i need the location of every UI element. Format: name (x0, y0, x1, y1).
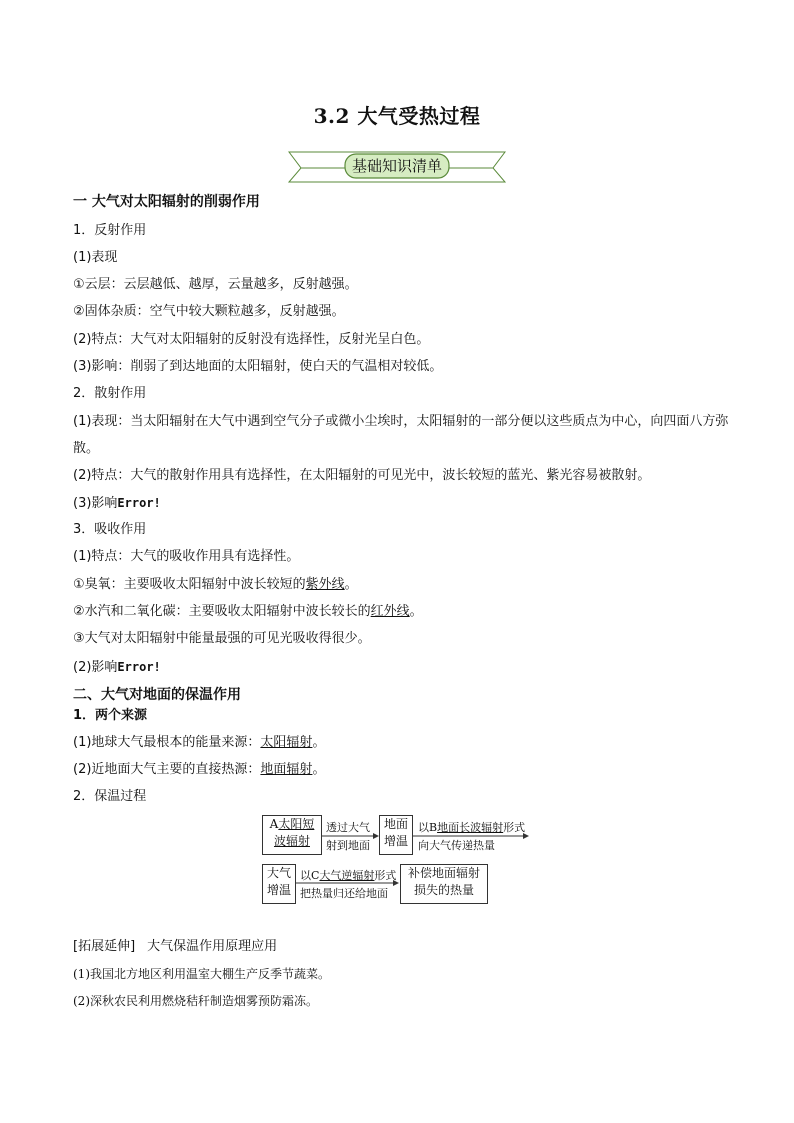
sources-p2 (73, 761, 325, 779)
scatter-p1: (1)表现：当太阳辐射在大气中遇到空气分子或微小尘埃时，太阳辐射的一部分便以这些质点为中心，向四面八方弥散。 (73, 414, 729, 456)
arrow2-top: 以B地面长波辐射形式 (418, 821, 526, 834)
reflect-label: 1．反射作用 (73, 223, 147, 238)
sources-p2-post: 。 (312, 762, 326, 777)
arrow3-bottom: 把热量归还给地面 (300, 887, 388, 900)
insulation-process-diagram (258, 810, 548, 910)
absorb-p1c: ③大气对太阳辐射中能量最强的可见光吸收得很少。 (73, 631, 371, 646)
sources-p1-pre: (1)地球大气最根本的能量来源： (73, 735, 261, 750)
absorb-p1a-post: 。 (344, 577, 358, 592)
box-solar-line2: 波辐射 (273, 834, 310, 848)
absorb-p1a-pre: ①臭氧：主要吸收太阳辐射中波长较短的 (73, 577, 306, 592)
absorb-p1a-underline: 紫外线 (305, 577, 345, 592)
box-solar-radiation (262, 815, 322, 855)
arrow1-bottom: 射到地面 (326, 839, 370, 852)
absorb-p1: (1)特点：大气的吸收作用具有选择性。 (73, 549, 300, 564)
absorb-p1b-pre: ②水汽和二氧化碳：主要吸收太阳辐射中波长较长的 (73, 604, 371, 619)
extension-title: 大气保温作用原理应用 (147, 939, 278, 954)
sources-label: 1．两个来源 (73, 708, 148, 723)
sources-p1-underline: 太阳辐射 (260, 735, 313, 750)
arrow1-top: 透过大气 (326, 821, 370, 834)
sources-p2-pre: (2)近地面大气主要的直接热源： (73, 762, 261, 777)
page-title: 3.2 大气受热过程 (313, 104, 481, 128)
scatter-p2: (2)特点：大气的散射作用具有选择性，在太阳辐射的可见光中，波长较短的蓝光、紫光容易被散射。 (73, 468, 651, 483)
reflect-p1: (1)表现 (73, 250, 118, 265)
scatter-p3-prefix: (3)影响 (73, 496, 118, 511)
box-compensation: 补偿地面辐射 损失的热量 (400, 864, 488, 904)
box-air-warming: 大气 增温 (262, 864, 296, 904)
reflect-p1b: ②固体杂质：空气中较大颗粒越多，反射越强。 (73, 304, 345, 319)
arrow2-bottom: 向大气传递热量 (418, 839, 495, 852)
absorb-p2 (73, 658, 161, 677)
sources-p1 (73, 734, 325, 752)
absorb-p1b (73, 603, 423, 621)
reflect-p2: (2)特点：大气对太阳辐射的反射没有选择性，反射光呈白色。 (73, 332, 430, 347)
scatter-p3-error: Error! (117, 496, 161, 510)
absorb-label: 3．吸收作用 (73, 522, 147, 537)
banner-label: 基础知识清单 (351, 157, 442, 175)
absorb-p2-prefix: (2)影响 (73, 660, 118, 675)
reflect-p1a: ①云层：云层越低、越厚，云量越多，反射越强。 (73, 277, 358, 292)
absorb-p1b-underline: 红外线 (370, 604, 410, 619)
extension-p1: (1)我国北方地区利用温室大棚生产反季节蔬菜。 (73, 967, 330, 981)
section-banner (287, 148, 507, 184)
section2-heading: 二、大气对地面的保温作用 (73, 687, 241, 703)
scatter-p3 (73, 494, 161, 513)
absorb-p1a (73, 576, 358, 594)
extension-heading (73, 938, 277, 956)
absorb-p1b-post: 。 (409, 604, 423, 619)
box-solar-line1: A太阳短 (269, 817, 315, 831)
sources-p1-post: 。 (312, 735, 326, 750)
scatter-label: 2．散射作用 (73, 386, 147, 401)
reflect-p3: (3)影响：削弱了到达地面的太阳辐射，使白天的气温相对较低。 (73, 359, 443, 374)
box-ground-warming: 地面 增温 (379, 815, 413, 855)
absorb-p2-error: Error! (117, 660, 161, 674)
extension-tag: [拓展延伸] (73, 939, 136, 954)
process-label: 2．保温过程 (73, 789, 147, 804)
sources-p2-underline: 地面辐射 (260, 762, 313, 777)
extension-p2: (2)深秋农民利用燃烧秸秆制造烟雾预防霜冻。 (73, 994, 318, 1008)
arrow3-top: 以C大气逆辐射形式 (300, 869, 397, 882)
section1-heading: 一 大气对太阳辐射的削弱作用 (73, 194, 260, 210)
